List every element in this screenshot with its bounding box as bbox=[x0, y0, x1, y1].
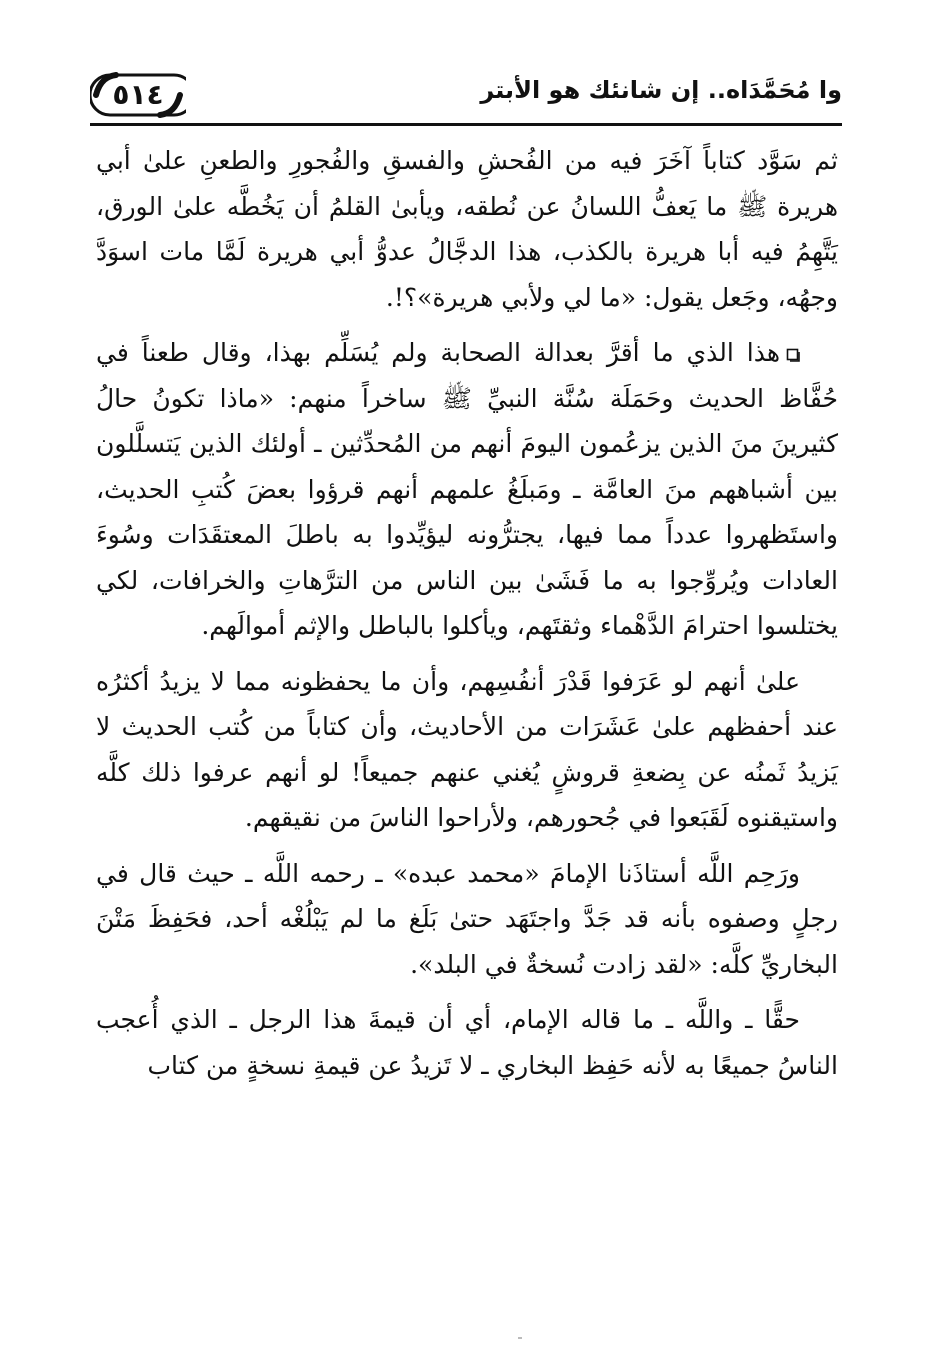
paragraph-text: هذا الذي ما أقرَّ بعدالة الصحابة ولم يُسَلِّم بهذا، وقال طعناً في حُفَّاظ الحديث وحَمَلَة سُنَّة النبيِّ ﷺ ساخراً منهم: «ماذا تكونُ حالُ كثيرينَ منَ الذين يزعُمون اليومَ أنهم من المُحدِّثين ـ أولئك الذين يَتسلَّلون بين أشباههم منَ العامَّة ـ ومَبلَغُ علمهم أنهم قرؤوا بعضَ كُتبِ الحديث، واستَظهروا عدداً مما فيها، يجترُّونه ليؤيِّدوا به باطلَ المعتقَدَات وسُوءَ العادات ويُروِّجوا به ما فَشَىٰ بين الناس من الترَّهاتِ والخرافات، لكي يختلسوا احترامَ الدَّهْماء وثقتَهم، ويأكلوا بالباطل والإثم أموالَهم. bbox=[96, 338, 838, 640]
paragraph-text: ورَحِم اللَّه أستاذَنا الإمامَ «محمد عبده» ـ رحمه اللَّه ـ حيث قال في رجلٍ وصفوه بأنه قد جَدَّ واجتَهَد حتىٰ بَلَغ ما لم يَبْلُغْه أحد، فحَفِظَ مَتْنَ البخاريِّ كلَّه: «لقد زادت نُسخةٌ في البلد». bbox=[96, 858, 838, 979]
paragraph-4 bbox=[96, 851, 838, 988]
page-number-badge bbox=[90, 72, 186, 118]
running-title: وا مُحَمَّدَاه.. إن شانئك هو الأبتر bbox=[480, 76, 842, 104]
page-number: ٥١٤ bbox=[112, 78, 164, 111]
paragraph-5 bbox=[96, 997, 838, 1088]
paragraph-2 bbox=[96, 330, 838, 649]
paragraph-text: علىٰ أنهم لو عَرَفوا قَدْرَ أنفُسِهم، وأن ما يحفظونه مما لا يزيدُ أكثرُه عند أحفظهم علىٰ عَشَرَات من الأحاديث، وأن كتاباً من كُتب الحديث لا يَزيدُ ثَمنُه عن بِضعةِ قروشٍ يُغني عنهم جميعاً! لو أنهم عرفوا ذلك كلَّه واستيقنوه لَقَبَعوا في جُحورهم، ولأراحوا الناسَ من نقيقهم. bbox=[96, 666, 838, 832]
header-rule bbox=[90, 123, 842, 126]
paragraph-1 bbox=[96, 138, 838, 320]
paragraph-text: حقًّا ـ واللَّه ـ ما قاله الإمام، أي أن قيمةَ هذا الرجل ـ الذي أُعجب الناسُ جميعًا به لأنه حَفِظ البخاري ـ لا تَزيدُ عن قيمةِ نسخةٍ من كتاب bbox=[96, 1005, 838, 1080]
paragraph-3 bbox=[96, 659, 838, 841]
body-text bbox=[96, 138, 838, 1088]
square-marker-icon bbox=[786, 348, 800, 362]
page-header bbox=[90, 62, 842, 132]
footer-mark bbox=[518, 1337, 522, 1339]
paragraph-text: ثم سَوَّد كتاباً آخَرَ فيه من الفُحشِ والفسقِ والفُجورِ والطعنِ علىٰ أبي هريرة ﷺ ما يَعفُّ اللسانُ عن نُطقه، ويأبىٰ القلمُ أن يَخُطَّه علىٰ الورق، يَتَّهِمُ فيه أبا هريرة بالكذب، هذا الدجَّالُ عدوُّ أبي هريرة لَمَّا مات اسوَدَّ وجهُه، وجَعل يقول: «ما لي ولأبي هريرة»؟!. bbox=[96, 146, 838, 312]
